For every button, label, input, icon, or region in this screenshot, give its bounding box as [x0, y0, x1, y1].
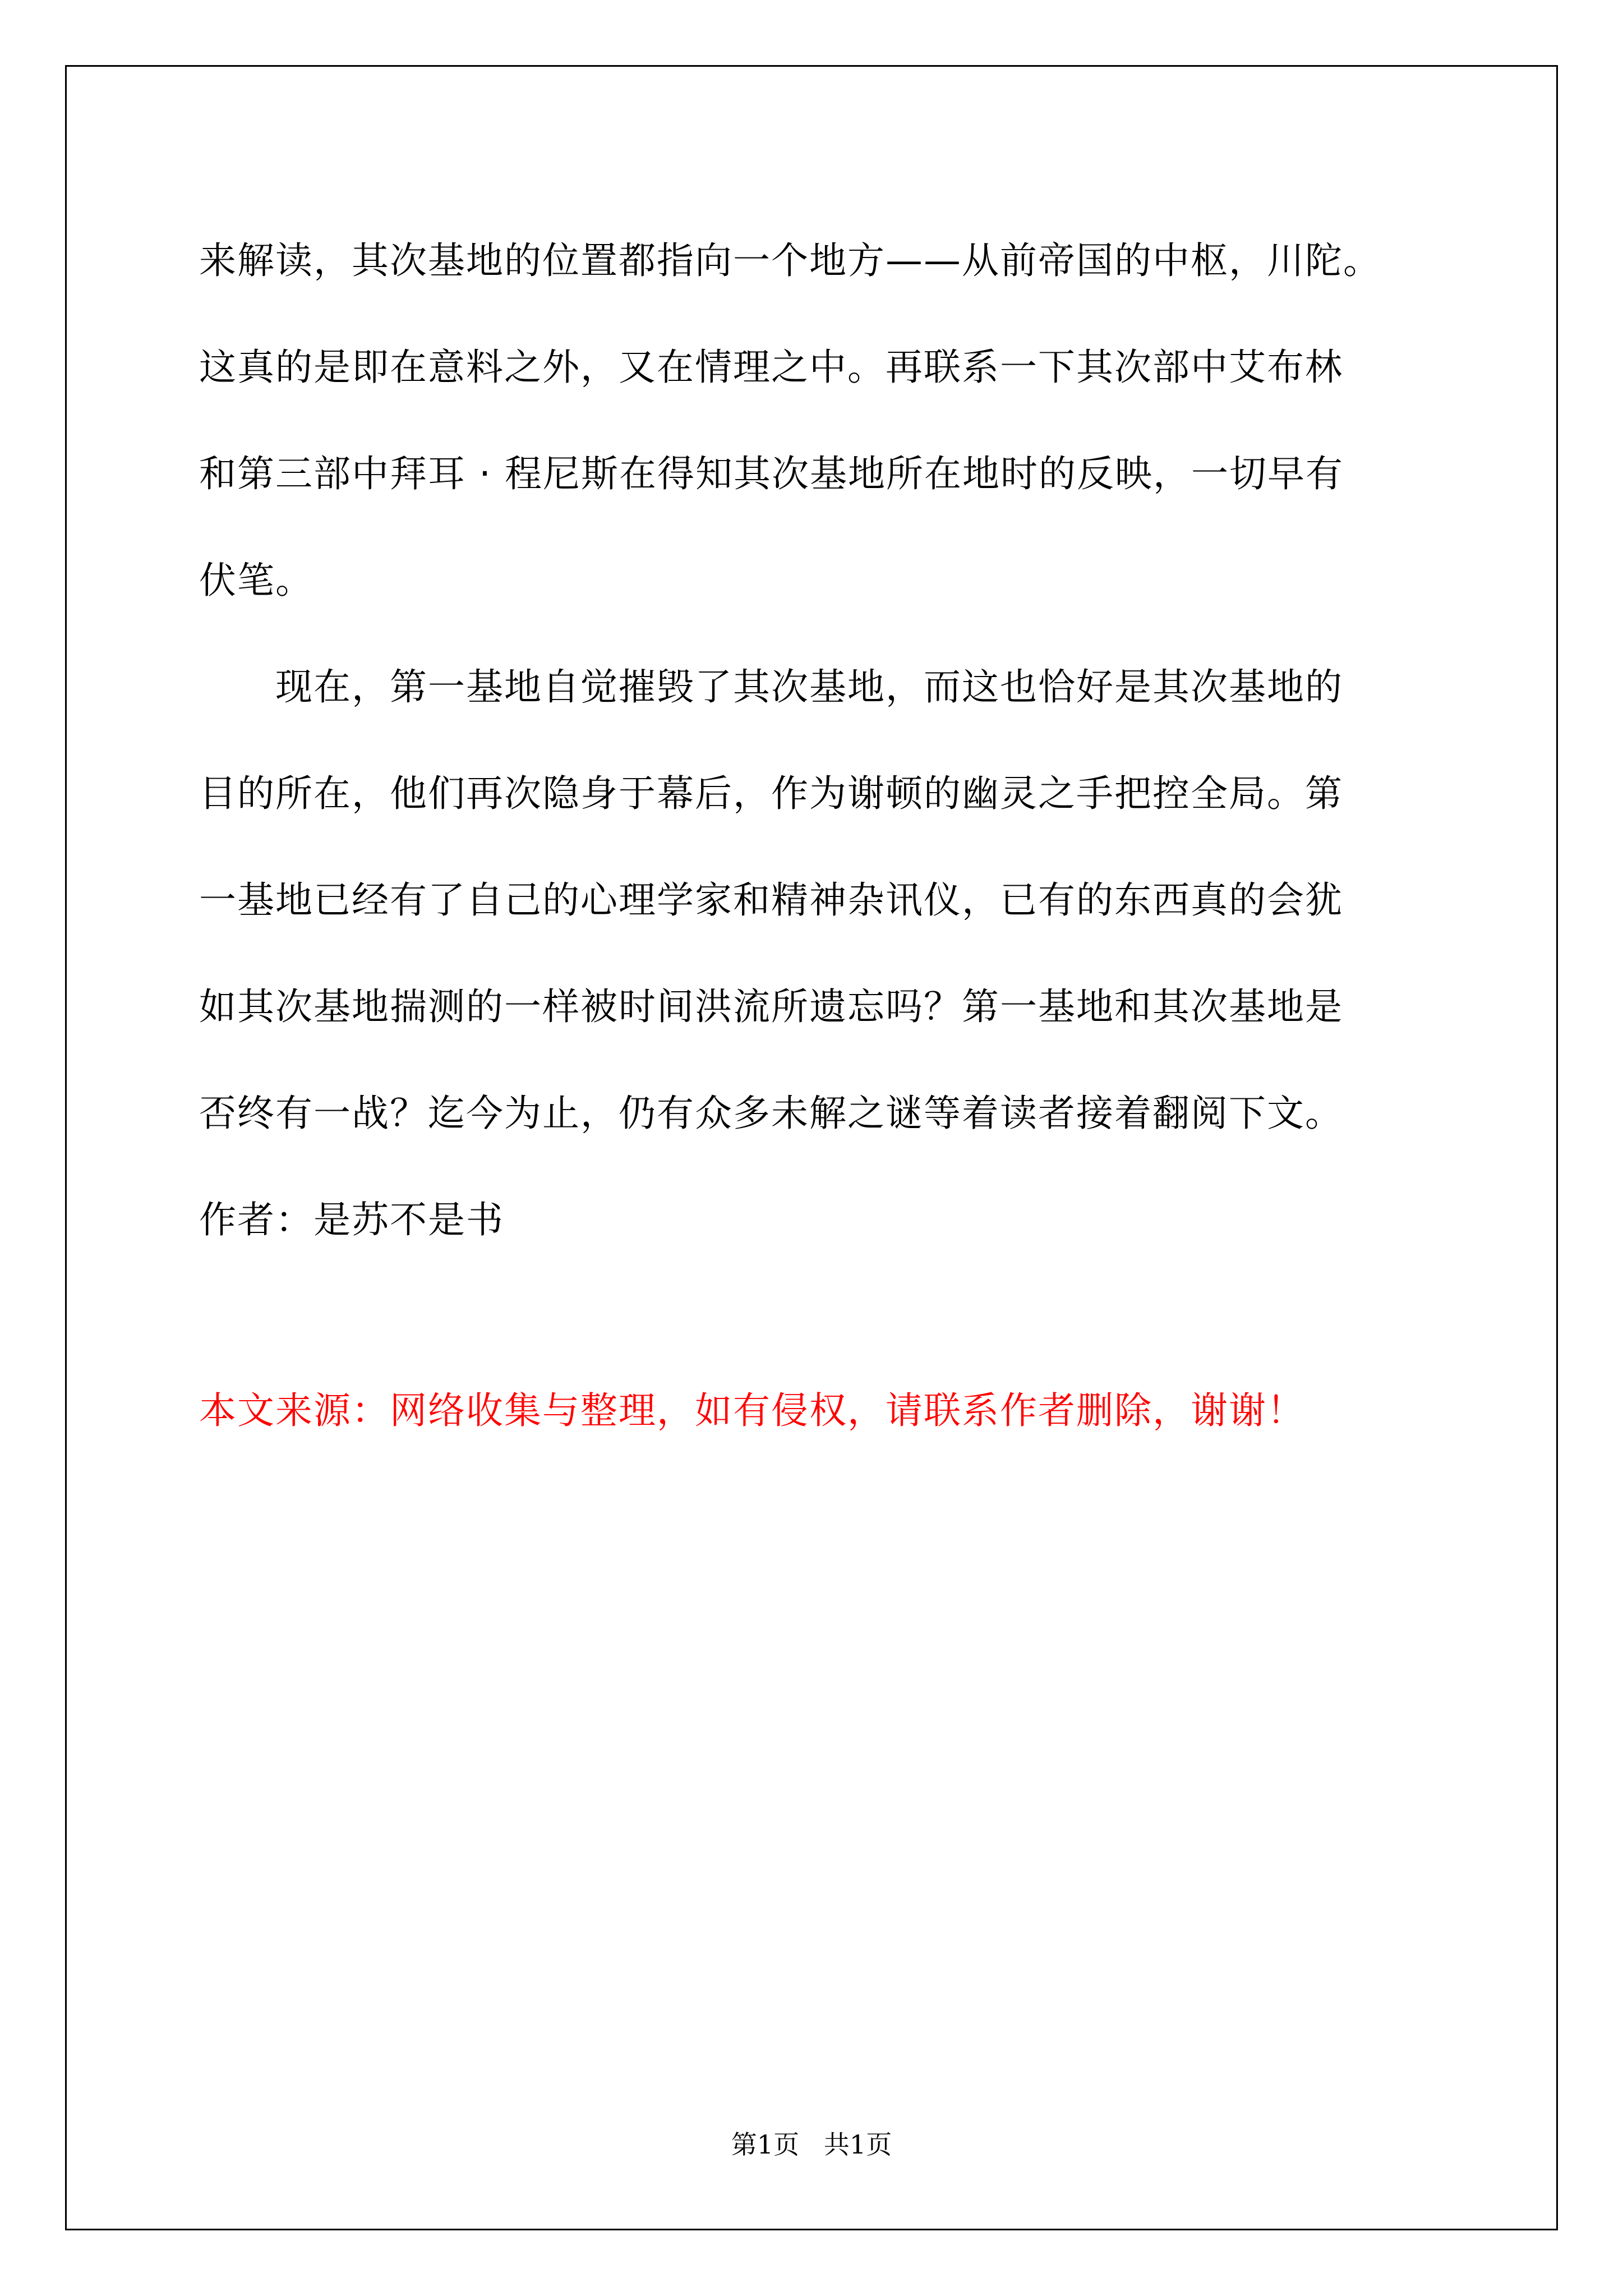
author-line: 作者：是苏不是书: [199, 1198, 504, 1241]
body-line-3: 和第三部中拜耳 · 程尼斯在得知其次基地所在地时的反映，一切早有: [199, 452, 1344, 495]
page-number-footer: 第1页 共1页: [731, 2129, 892, 2160]
body-line-9: 否终有一战？迄今为止，仍有众多未解之谜等着读者接着翻阅下文。: [199, 1092, 1343, 1135]
body-line-6: 目的所在，他们再次隐身于幕后，作为谢顿的幽灵之手把控全局。第: [199, 772, 1343, 815]
source-note: 本文来源：网络收集与整理，如有侵权，请联系作者删除，谢谢！: [199, 1389, 1305, 1432]
body-line-8: 如其次基地揣测的一样被时间洪流所遗忘吗？第一基地和其次基地是: [199, 985, 1343, 1028]
body-line-4: 伏笔。: [199, 559, 313, 602]
body-line-7: 一基地已经有了自己的心理学家和精神杂讯仪，已有的东西真的会犹: [199, 878, 1343, 922]
document-body: [199, 208, 1433, 1273]
body-line-5: 现在，第一基地自觉摧毁了其次基地，而这也恰好是其次基地的: [199, 665, 1343, 708]
body-line-1: 来解读，其次基地的位置都指向一个地方——从前帝国的中枢，川陀。: [199, 239, 1381, 282]
body-line-2: 这真的是即在意料之外，又在情理之中。再联系一下其次部中艾布林: [199, 346, 1343, 389]
